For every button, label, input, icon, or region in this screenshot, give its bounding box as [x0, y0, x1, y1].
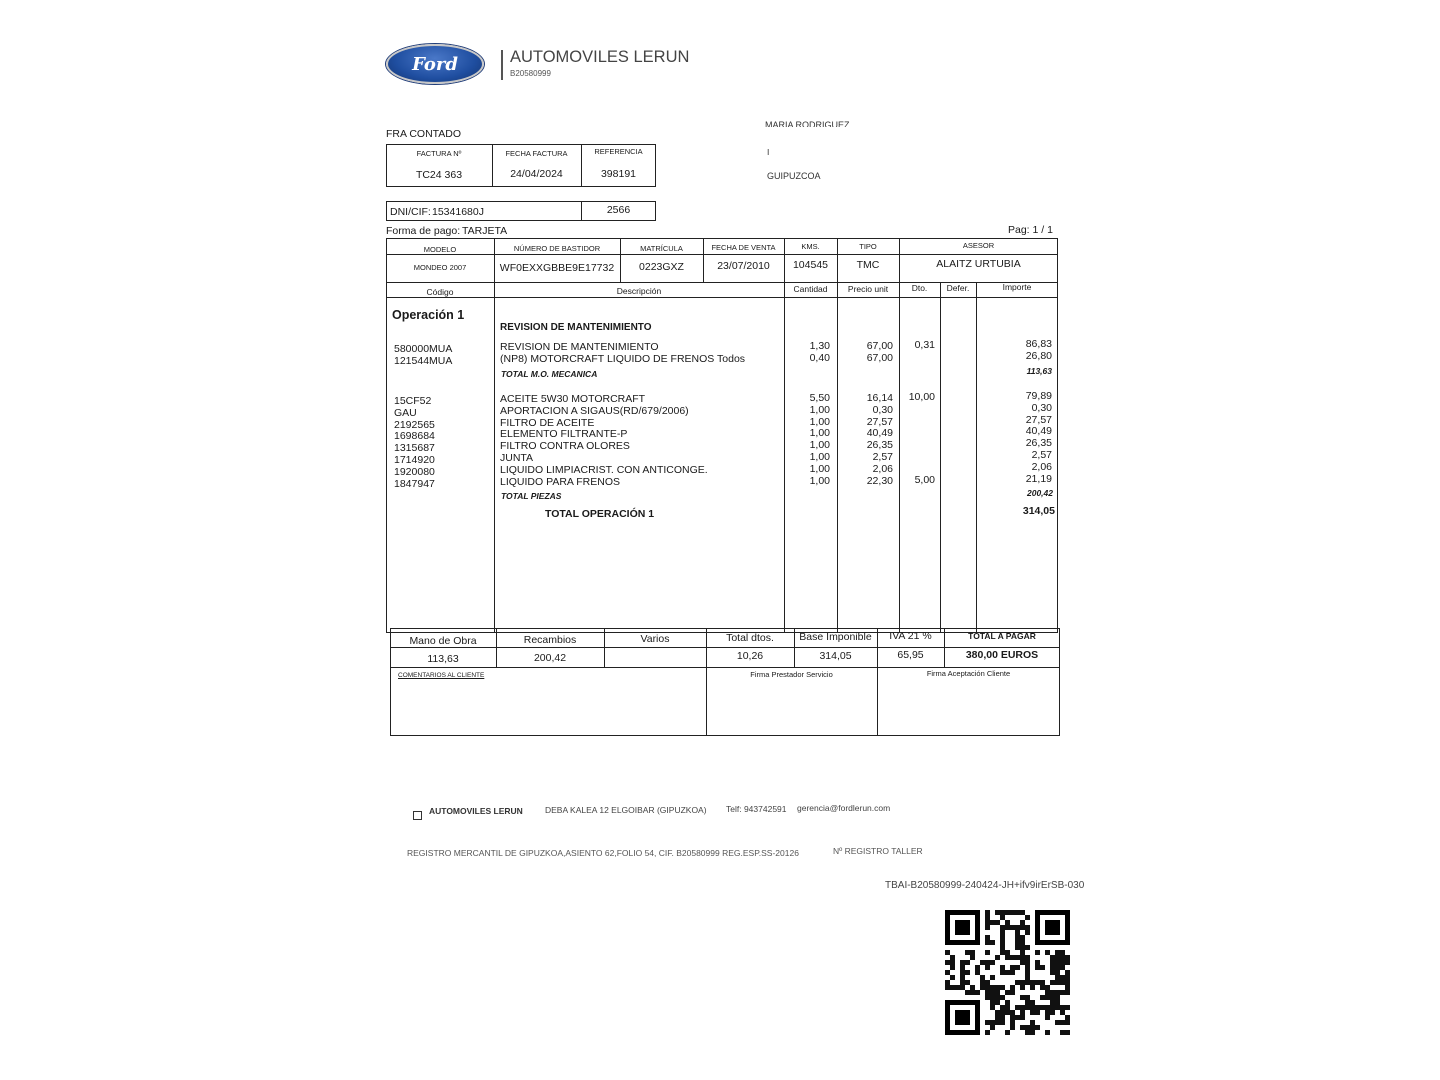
label-fecha-factura: FECHA FACTURA [505, 149, 568, 158]
part-line-desc: FILTRO DE ACEITE [500, 416, 595, 429]
labor-line-dto: 0,31 [914, 339, 935, 351]
part-line-price: 27,57 [866, 415, 893, 428]
part-line-price: 40,49 [866, 427, 893, 440]
labor-line-desc: (NP8) MOTORCRAFT LIQUIDO DE FRENOS Todos [500, 352, 746, 365]
total-iva: 65,95 [897, 649, 924, 661]
part-line-amount: 21,19 [1025, 472, 1052, 485]
comments-label: COMENTARIOS AL CLIENTE [398, 672, 485, 679]
section-title: REVISION DE MANTENIMIENTO [500, 322, 652, 333]
payment-label: Forma de pago: [386, 225, 461, 237]
parts-total: 200,42 [1027, 488, 1053, 498]
part-line-qty: 1,00 [809, 439, 830, 452]
footer-address: DEBA KALEA 12 ELGOIBAR (GIPUZKOA) [545, 805, 707, 815]
part-line-amount: 27,57 [1025, 413, 1052, 426]
customer-code: 2566 [606, 204, 631, 216]
label-tipo: TIPO [859, 242, 877, 251]
label-varios: Varios [640, 633, 670, 645]
invoice-date: 24/04/2024 [510, 168, 563, 180]
col-defer: Defer. [946, 283, 970, 293]
ford-logo: Ford [386, 44, 484, 84]
label-total-dtos: Total dtos. [726, 632, 774, 644]
labor-line-desc: REVISION DE MANTENIMIENTO [500, 341, 659, 353]
part-line-code: GAU [394, 406, 417, 419]
part-line-desc: LIQUIDO LIMPIACRIST. CON ANTICONGE. [500, 463, 708, 476]
brand-divider [501, 50, 503, 80]
label-iva: IVA 21 % [889, 630, 932, 642]
footer-registro-taller: Nº REGISTRO TALLER [833, 846, 923, 856]
part-line-qty: 1,00 [809, 451, 830, 463]
company-cif: B20580999 [510, 69, 551, 78]
label-asesor: ASESOR [962, 241, 995, 250]
part-line-amount: 0,30 [1031, 401, 1052, 414]
part-line-code: 1698684 [394, 430, 435, 443]
part-line-qty: 1,00 [809, 415, 830, 428]
payment-value: TARJETA [462, 225, 508, 237]
checkbox-icon [413, 811, 422, 820]
part-line-amount: 2,06 [1031, 460, 1052, 473]
part-line-amount: 40,49 [1025, 425, 1052, 438]
part-line-amount: 79,89 [1025, 390, 1052, 402]
qr-code [945, 910, 1070, 1035]
parts-total-label: TOTAL PIEZAS [501, 491, 562, 501]
label-matricula: MATRÍCULA [640, 244, 683, 253]
footer-registry: REGISTRO MERCANTIL DE GIPUZKOA,ASIENTO 62,FOLIO 54, CIF. B20580999 REG.ESP.SS-20126 [407, 848, 799, 858]
operation-total-label: TOTAL OPERACIÓN 1 [545, 508, 655, 520]
total-mano-obra: 113,63 [427, 653, 459, 665]
part-line-desc: ELEMENTO FILTRANTE-P [500, 428, 628, 441]
labor-line-code: 580000MUA [394, 343, 453, 355]
document-type: FRA CONTADO [386, 128, 462, 140]
part-line-qty: 1,00 [809, 403, 830, 416]
signature-customer: Firma Aceptación Cliente [926, 669, 1011, 678]
label-total-pagar: TOTAL A PAGAR [968, 631, 1036, 641]
total-recambios: 200,42 [533, 652, 567, 664]
part-line-desc: ACEITE 5W30 MOTORCRAFT [500, 393, 646, 405]
col-cantidad: Cantidad [793, 284, 828, 294]
part-line-code: 1847947 [394, 477, 435, 490]
total-base-imponible: 314,05 [819, 650, 852, 662]
label-kms: KMS. [801, 242, 820, 251]
invoice-reference: 398191 [600, 168, 637, 180]
col-importe: Importe [1002, 282, 1032, 292]
part-line-amount: 2,57 [1031, 449, 1052, 461]
col-precio: Precio unit [847, 284, 889, 294]
part-line-qty: 5,50 [809, 392, 830, 404]
label-mano-obra: Mano de Obra [409, 635, 477, 647]
dni-label: DNI/CIF: [390, 206, 431, 218]
label-bastidor: NÚMERO DE BASTIDOR [513, 244, 601, 253]
vehicle-kms: 104545 [792, 259, 829, 271]
labor-line-amount: 86,83 [1025, 338, 1052, 350]
labor-line-qty: 1,30 [809, 340, 830, 352]
labor-line-qty: 0,40 [809, 351, 830, 364]
part-line-price: 2,06 [872, 462, 893, 475]
vehicle-model: MONDEO 2007 [413, 263, 467, 272]
part-line-dto: 10,00 [908, 391, 935, 403]
footer-email: gerencia@fordlerun.com [797, 803, 891, 813]
footer-company: AUTOMOVILES LERUN [429, 806, 523, 816]
part-line-price: 0,30 [872, 403, 893, 416]
labor-total: 113,63 [1026, 366, 1052, 376]
col-descripcion: Descripción [616, 286, 662, 296]
label-base-imponible: Base Imponible [799, 631, 872, 643]
part-line-desc: LIQUIDO PARA FRENOS [500, 475, 620, 488]
label-fecha-venta: FECHA DE VENTA [711, 243, 776, 252]
vehicle-plate: 0223GXZ [639, 261, 684, 273]
company-name: AUTOMOVILES LERUN [510, 48, 690, 66]
part-line-qty: 1,00 [809, 462, 830, 475]
label-factura: FACTURA Nº [416, 149, 462, 158]
part-line-code: 1714920 [394, 454, 435, 466]
part-line-price: 26,35 [866, 439, 893, 452]
part-line-code: 15CF52 [394, 395, 432, 407]
invoice-number: TC24 363 [415, 169, 463, 181]
part-line-price: 22,30 [866, 474, 893, 487]
tbai-code: TBAI-B20580999-240424-JH+ifv9irErSB-030 [885, 880, 1085, 891]
vehicle-advisor: ALAITZ URTUBIA [936, 258, 1021, 270]
part-line-dto: 5,00 [914, 473, 935, 486]
part-line-code: 1315687 [394, 442, 435, 455]
total-dtos: 10,26 [736, 650, 764, 662]
part-line-amount: 26,35 [1025, 437, 1052, 450]
part-line-qty: 1,00 [809, 427, 830, 440]
page-number: Pag: 1 / 1 [1008, 224, 1053, 236]
part-line-qty: 1,00 [809, 474, 830, 487]
operation-total: 314,05 [1022, 505, 1055, 517]
total-a-pagar: 380,00 EUROS [965, 649, 1039, 661]
vehicle-vin: WF0EXXGBBE9E17732 [499, 262, 615, 274]
vehicle-sale-date: 23/07/2010 [717, 260, 770, 272]
customer-address: I [767, 147, 770, 157]
col-codigo: Código [426, 287, 454, 297]
part-line-desc: FILTRO CONTRA OLORES [500, 440, 630, 453]
labor-line-price: 67,00 [866, 351, 893, 364]
part-line-desc: APORTACION A SIGAUS(RD/679/2006) [500, 404, 689, 417]
signature-provider: Firma Prestador Servicio [750, 670, 833, 679]
labor-line-amount: 26,80 [1025, 349, 1052, 362]
customer-name: MARIA RODRIGUEZ [765, 121, 850, 127]
part-line-price: 16,14 [866, 392, 893, 404]
dni-value: 15341680J [432, 206, 484, 218]
part-line-code: 2192565 [394, 418, 435, 431]
vehicle-type: TMC [856, 259, 880, 271]
part-line-price: 2,57 [872, 451, 893, 463]
label-recambios: Recambios [523, 634, 577, 646]
col-dto: Dto. [911, 283, 928, 293]
part-line-desc: JUNTA [500, 452, 534, 464]
label-referencia: REFERENCIA [594, 147, 643, 156]
operation-title: Operación 1 [392, 308, 465, 322]
labor-line-code: 121544MUA [394, 354, 453, 367]
customer-province: GUIPUZCOA [767, 172, 821, 179]
label-modelo: MODELO [423, 245, 457, 254]
labor-line-price: 67,00 [866, 340, 893, 352]
part-line-code: 1920080 [394, 465, 435, 478]
footer-phone: Telf: 943742591 [726, 804, 787, 814]
labor-total-label: TOTAL M.O. MECANICA [501, 369, 598, 379]
